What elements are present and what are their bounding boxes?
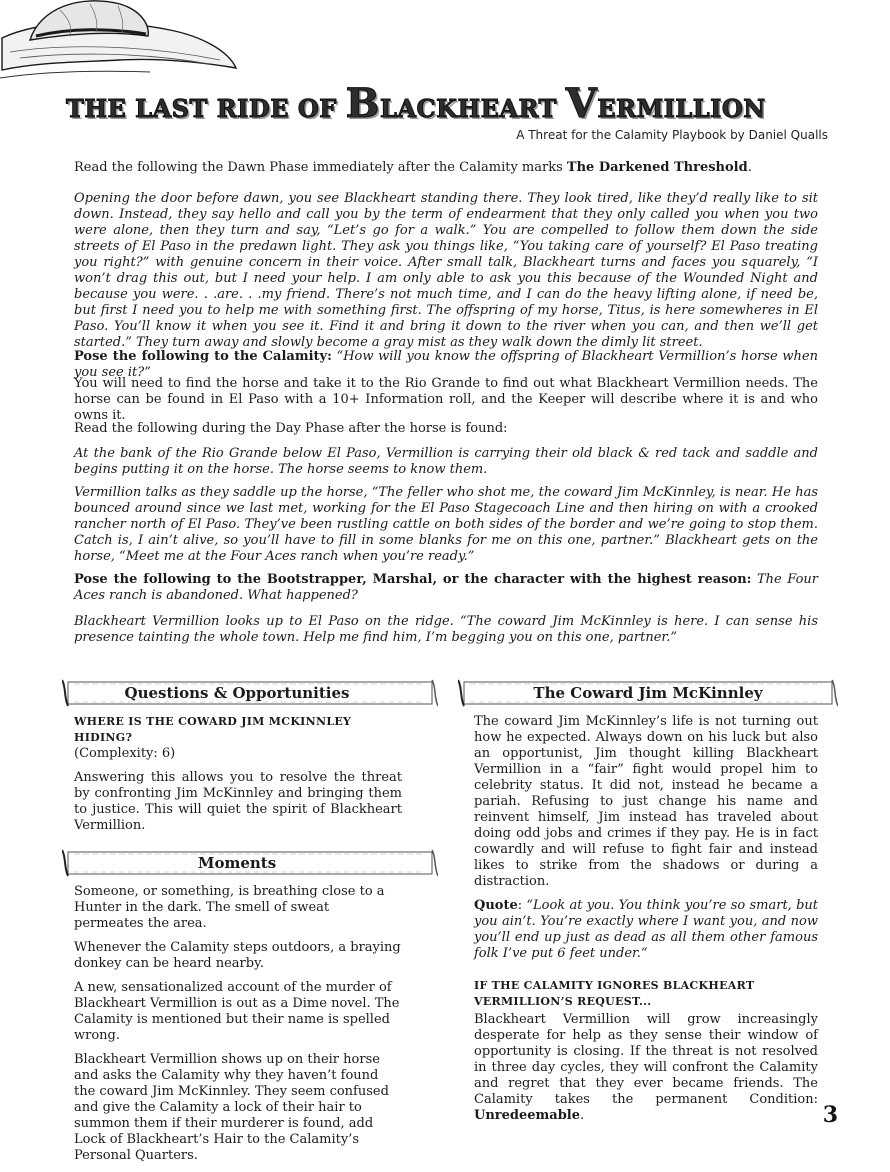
- moments-body: [62, 884, 412, 1164]
- title-b: B: [345, 80, 380, 127]
- ignore-text: Blackheart Vermillion will grow increasingly desperate for help as they sense their window of opportunity is closing. If the threat is not resolved in three day cycles, they will confront the Calamity and regret that they ever became friends. The Calamity takes the permanent Condition:: [474, 1012, 818, 1107]
- pose1-bold: Pose the following to the Calamity:: [74, 349, 332, 364]
- intro-lead: [74, 160, 818, 176]
- coward-description: The coward Jim McKinnley’s life is not turning out how he expected. Always down on his luck but also an opportunist, Jim thought killing Blackheart Vermillion in a “fair” fight would propel him to celebrity status. It did not, instead he became a pariah. Refusing to just change his name and reinvent himself, Jim instead has traveled about doing odd jobs and crimes if they pay. He is in fact cowardly and will refuse to fight fair and instead likes to strike from the shadows or during a distraction.: [474, 714, 818, 889]
- quote-text: “Look at you. You think you’re so smart, but you ain’t. You’re exactly where I want you, and now you’ll end up just as dead as all them other famous folk I’ve put 6 feet under.“: [474, 898, 818, 961]
- left-column: [62, 678, 412, 1172]
- questions-body: [62, 714, 412, 834]
- pose2-italic: The Four Aces ranch is abandoned. What happened?: [74, 572, 818, 603]
- title-part1: THE LAST RIDE OF: [66, 94, 346, 123]
- moment-item: Whenever the Calamity steps outdoors, a braying donkey can be heard nearby.: [74, 940, 401, 971]
- coward-body: [458, 714, 838, 1124]
- coward-banner: [458, 678, 838, 708]
- q1-complexity: (Complexity: 6): [74, 746, 176, 761]
- pose2-bold: Pose the following to the Bootstrapper, Marshal, or the character with the highest reason:: [74, 572, 752, 587]
- quote-colon: :: [517, 898, 527, 913]
- dawn-passage: [74, 191, 818, 351]
- pose-bootstrapper: [74, 572, 818, 604]
- title-ermillion: ERMILLION: [597, 94, 766, 123]
- day-lead: [74, 421, 818, 437]
- day-passage-1: [74, 446, 818, 478]
- page-number: 3: [822, 1102, 838, 1128]
- lead-bold: The Darkened Threshold: [566, 160, 748, 175]
- lead-end: .: [747, 160, 752, 175]
- moments-banner: [62, 848, 412, 878]
- lead-text: Read the following the Dawn Phase immediately after the Calamity marks: [74, 160, 567, 175]
- title-v: V: [565, 80, 598, 127]
- ignore-heading: IF THE CALAMITY IGNORES BLACKHEART VERMILLION’S REQUEST...: [474, 979, 755, 1008]
- questions-heading: Questions & Opportunities: [124, 684, 350, 702]
- ignore-end: .: [580, 1108, 585, 1123]
- right-column: [458, 678, 838, 1132]
- quote-label: Quote: [474, 898, 518, 913]
- find-horse-text: You will need to find the horse and take it to the Rio Grande to find out what Blackheart Vermillion needs. The horse can be found in El Paso with a 10+ Information roll, and the Keeper will describe where it is and who owns it.: [74, 376, 818, 423]
- moments-heading: Moments: [197, 854, 277, 872]
- title-lackheart: LACKHEART: [379, 94, 566, 123]
- moment-item: A new, sensationalized account of the murder of Blackheart Vermillion is out as a Dime novel. The Calamity is mentioned but their name is spelled wrong.: [74, 980, 400, 1043]
- questions-banner: [62, 678, 412, 708]
- dawn-passage-text: Opening the door before dawn, you see Blackheart standing there. They look tired, like they’d really like to sit down. Instead, they say hello and call you by the term of endearment that they only called you when you two were alone, then they turn and say, “Let’s go for a walk.” You are compelled to follow them down the side streets of El Paso in the predawn light. They ask you things like, “You taking care of yourself? El Paso treating you right?” with genuine concern in their voice. After small talk, Blackheart turns and faces you squarely, “I won’t drag this out, but I need your help. I am only able to ask you this because of the Wounded Night and because you were. . .are. . .my friend. There’s not much time, and I can do the heavy lifting alone, if need be, but first I need you to help me with something first. The offspring of my horse, Titus, is here somewheres in El Paso. You’ll know it when you see it. Find it and bring it down to the river when you can, and then we’ll get started.” They turn away and slowly become a gray mist as they walk down the dimly lit street.: [74, 191, 818, 350]
- day-passage-2-text: Vermillion talks as they saddle up the horse, “The feller who shot me, the coward Jim McKinnley, is near. He has bounced around since we last met, working for the El Paso Stagecoach Line and then hiring on with a crooked rancher north of El Paso. They’ve been rustling cattle on both sides of the border and we’re going to stop them. Catch is, I ain’t alive, so you’ll have to fill in some blanks for me on this one, partner.” Blackheart gets on the horse, “Meet me at the Four Aces ranch when you’re ready.”: [74, 485, 818, 564]
- pose1-italic: “How will you know the offspring of Blackheart Vermillion’s horse when you see it?”: [74, 349, 818, 380]
- day-passage-3: [74, 614, 818, 646]
- day-passage-3-text: Blackheart Vermillion looks up to El Paso on the ridge. “The coward Jim McKinnley is here. I can sense his presence tainting the whole town. Help me find him, I’m begging you on this one, partner.”: [74, 614, 818, 645]
- day-passage-2: [74, 485, 818, 565]
- ignore-bold: Unredeemable: [474, 1108, 581, 1123]
- day-passage-1-text: At the bank of the Rio Grande below El Paso, Vermillion is carrying their old black & red tack and saddle and begins putting it on the horse. The horse seems to know them.: [74, 446, 818, 477]
- subtitle: A Threat for the Calamity Playbook by Daniel Qualls: [516, 128, 828, 142]
- day-lead-text: Read the following during the Day Phase after the horse is found:: [74, 421, 508, 436]
- find-horse: [74, 376, 818, 424]
- moment-item: Someone, or something, is breathing close to a Hunter in the dark. The smell of sweat permeates the area.: [74, 884, 385, 931]
- page-title: [66, 80, 836, 126]
- moment-item: Blackheart Vermillion shows up on their horse and asks the Calamity why they haven’t found the coward Jim McKinnley. They seem confused and give the Calamity a lock of their hair to summon them if their murderer is found, add Lock of Blackheart’s Hair to the Calamity’s Personal Quarters.: [74, 1052, 389, 1163]
- coward-heading: The Coward Jim McKinnley: [533, 684, 763, 702]
- q1-text: Answering this allows you to resolve the threat by confronting Jim McKinnley and bringing them to justice. This will quiet the spirit of Blackheart Vermillion.: [74, 770, 402, 833]
- q1-title: WHERE IS THE COWARD JIM MCKINNLEY HIDING?: [74, 715, 352, 744]
